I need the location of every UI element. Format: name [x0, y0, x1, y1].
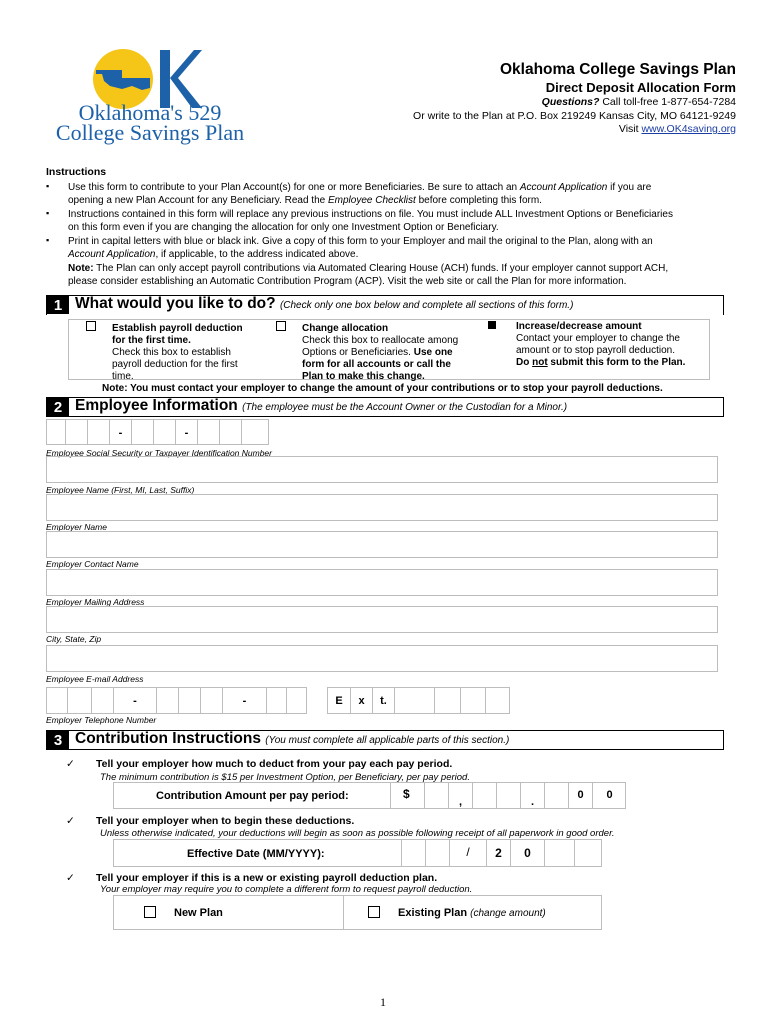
year-digit-1: 2: [486, 840, 510, 866]
ssn-field[interactable]: [46, 419, 269, 445]
ssn-digit[interactable]: [87, 420, 109, 444]
phone-text: Call toll-free 1-877-654-7284: [599, 96, 736, 108]
checkmark-icon: ✓: [66, 872, 75, 884]
existing-plan-checkbox[interactable]: [368, 906, 380, 918]
plan-logo: [50, 44, 250, 144]
bullet-icon: ▪: [46, 235, 50, 245]
ssn-digit[interactable]: [219, 420, 241, 444]
section-title: What would you like to do?: [75, 295, 276, 312]
increase-decrease-checkbox[interactable]: [488, 321, 496, 329]
employer-address-label: Employer Mailing Address: [46, 597, 145, 607]
page-title: Oklahoma College Savings Plan: [499, 61, 736, 78]
visit-label: Visit: [618, 123, 642, 135]
amount-digit[interactable]: [496, 783, 520, 808]
logo-line-2: College Savings Plan: [55, 120, 245, 145]
ext-digit[interactable]: [460, 688, 485, 713]
ssn-label: Employee Social Security or Taxpayer Identification Number: [46, 448, 272, 458]
mail-address: Or write to the Plan at P.O. Box 219249 Kansas City, MO 64121-9249: [413, 110, 736, 122]
bullet-icon: ▪: [46, 181, 50, 191]
option-establish: Establish payroll deduction for the first time. Check this box to establish payroll deduction for the first time.: [112, 323, 243, 382]
effective-date-label: Effective Date (MM/YYYY):: [187, 848, 325, 860]
phone-field[interactable]: [46, 687, 307, 714]
month-digit[interactable]: [401, 840, 425, 866]
phone-label: Employer Telephone Number: [46, 715, 157, 725]
ext-digit[interactable]: [485, 688, 510, 713]
ssn-dash: -: [175, 420, 197, 444]
section-title: Contribution Instructions: [75, 730, 261, 747]
ext-e: E: [335, 695, 343, 707]
date-slash: /: [449, 840, 486, 866]
city-state-zip-input[interactable]: [46, 606, 718, 633]
question-plan-type-note: Your employer may require you to complete a different form to request payroll deduction.: [100, 884, 473, 895]
year-digit[interactable]: [544, 840, 574, 866]
form-subtitle: Direct Deposit Allocation Form: [545, 80, 736, 95]
year-digit[interactable]: [574, 840, 602, 866]
phone-digit[interactable]: [156, 688, 178, 713]
establish-checkbox[interactable]: [86, 321, 96, 331]
phone-digit[interactable]: [266, 688, 286, 713]
ext-x: x: [350, 688, 372, 713]
ssn-digit[interactable]: [241, 420, 269, 444]
email-input[interactable]: [46, 645, 718, 672]
existing-plan-label: Existing Plan: [398, 907, 468, 919]
question-amount: Tell your employer how much to deduct from your pay each pay period.: [96, 758, 453, 770]
section-note: (The employee must be the Account Owner or the Custodian for a Minor.): [242, 402, 568, 413]
question-begin: Tell your employer when to begin these deductions.: [96, 815, 355, 827]
checkmark-icon: ✓: [66, 815, 75, 827]
phone-digit[interactable]: [200, 688, 222, 713]
section-3-header: [46, 730, 724, 750]
employee-name-input[interactable]: [46, 456, 718, 483]
instruction-note: Note: The Plan can only accept payroll contributions via Automated Clearing House (ACH) funds. If your employer cannot support ACH, please consider establishing an Automatic Contribution Program (ACP). Visit the web site or call the Plan for more information.: [68, 263, 669, 288]
extension-field[interactable]: [327, 687, 510, 714]
ssn-digit[interactable]: [153, 420, 175, 444]
year-digit-2: 0: [510, 840, 544, 866]
instruction-3: Print in capital letters with blue or black ink. Give a copy of this form to your Employer and mail the original to the Plan, along with an Account Application, if applicable, to the address indicated above.: [68, 236, 653, 261]
new-plan-label: New Plan: [174, 907, 223, 919]
ext-digit[interactable]: [394, 688, 434, 713]
amount-digit-period[interactable]: .: [520, 783, 544, 808]
amount-digit[interactable]: [472, 783, 496, 808]
option-change-allocation: Change allocation Check this box to reallocate among Options or Beneficiaries. Use one form for all accounts or call the Plan to make this change.: [302, 323, 459, 382]
website-link[interactable]: www.OK4saving.org: [641, 123, 736, 135]
ext-digit[interactable]: [434, 688, 460, 713]
section-1-footnote: Note: You must contact your employer to change the amount of your contributions or to stop your payroll deductions.: [102, 383, 663, 394]
phone-digit[interactable]: [286, 688, 307, 713]
section-note: (Check only one box below and complete all sections of this form.): [279, 300, 574, 311]
section-number: 2: [47, 398, 69, 416]
ssn-digit[interactable]: [131, 420, 153, 444]
employer-contact-input[interactable]: [46, 531, 718, 558]
city-state-zip-label: City, State, Zip: [46, 634, 102, 644]
phone-dash: -: [222, 688, 266, 713]
question-plan-type: Tell your employer if this is a new or existing payroll deduction plan.: [96, 872, 438, 884]
amount-digit[interactable]: [424, 783, 448, 808]
phone-digit[interactable]: [67, 688, 91, 713]
employee-name-label: Employee Name (First, MI, Last, Suffix): [46, 485, 195, 495]
employer-address-input[interactable]: [46, 569, 718, 596]
existing-plan-text: [398, 907, 546, 919]
new-plan-checkbox[interactable]: [144, 906, 156, 918]
phone-digit[interactable]: [91, 688, 113, 713]
section-number: 3: [47, 731, 69, 749]
bullet-icon: ▪: [46, 208, 50, 218]
existing-plan-note: (change amount): [470, 908, 546, 919]
questions-line: [542, 96, 736, 108]
page-number: 1: [380, 995, 386, 1009]
questions-label: Questions?: [541, 96, 600, 108]
contribution-amount-label: Contribution Amount per pay period:: [156, 790, 349, 802]
instruction-1: Use this form to contribute to your Plan Account(s) for one or more Beneficiaries. Be sure to attach an Account Application if you are opening a new Plan Account for any Beneficiary. Read the Employee Checklist before completing this form.: [68, 182, 652, 207]
contribution-amount-field[interactable]: [113, 782, 626, 809]
dollar-sign: $: [390, 783, 424, 808]
checkmark-icon: ✓: [66, 758, 75, 770]
email-label: Employee E-mail Address: [46, 674, 144, 684]
question-begin-note: Unless otherwise indicated, your deductions will begin as soon as possible following receipt of all paperwork in good order.: [100, 828, 615, 839]
change-allocation-checkbox[interactable]: [276, 321, 286, 331]
visit-line: [619, 123, 736, 135]
employer-name-input[interactable]: [46, 494, 718, 521]
ssn-digit[interactable]: [65, 420, 87, 444]
phone-dash: -: [113, 688, 156, 713]
instructions-heading: Instructions: [46, 166, 107, 178]
amount-digit[interactable]: [544, 783, 568, 808]
amount-cents-2: 0: [592, 783, 626, 808]
employer-name-label: Employer Name: [46, 522, 107, 532]
logo-line-1: Oklahoma's 529: [78, 100, 222, 125]
ssn-dash: -: [109, 420, 131, 444]
month-digit[interactable]: [425, 840, 449, 866]
instruction-2: Instructions contained in this form will replace any previous instructions on file. You must include ALL Investment Options or Beneficiaries on this form even if you are changing the allocation for only one Investment Option or Beneficiary.: [68, 209, 673, 234]
effective-date-field[interactable]: [113, 839, 602, 867]
ssn-digit[interactable]: [197, 420, 219, 444]
question-amount-note: The minimum contribution is $15 per Investment Option, per Beneficiary, per pay period.: [100, 772, 470, 783]
amount-cents-1: 0: [568, 783, 592, 808]
section-title: Employee Information: [75, 397, 238, 414]
option-increase-decrease: Increase/decrease amount Contact your employer to change the amount or to stop payroll deduction. Do not submit this form to the Plan.: [516, 321, 686, 368]
section-note: (You must complete all applicable parts of this section.): [265, 735, 510, 746]
employer-contact-label: Employer Contact Name: [46, 559, 139, 569]
phone-digit[interactable]: [178, 688, 200, 713]
amount-digit-comma[interactable]: ,: [448, 783, 472, 808]
ext-t: t.: [372, 688, 394, 713]
section-2-header: [46, 397, 724, 417]
section-1-header: [46, 295, 724, 315]
section-number: 1: [47, 296, 69, 314]
